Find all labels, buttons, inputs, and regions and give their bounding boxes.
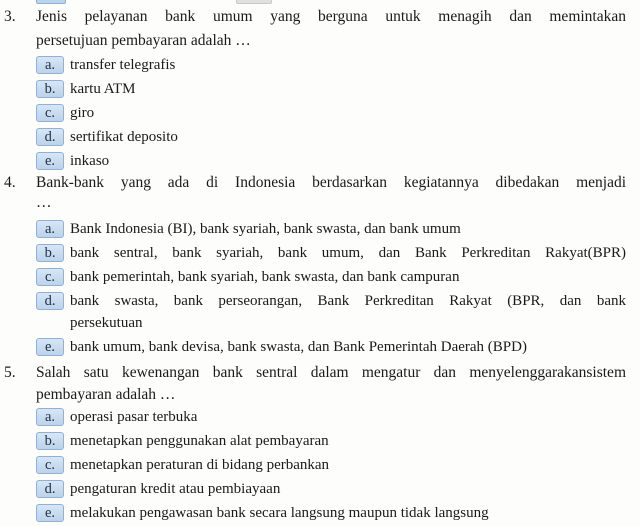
- option-text: transfer telegrafis: [70, 57, 176, 73]
- option-text: Bank Indonesia (BI), bank syariah, bank swasta, dan bank umum: [70, 221, 461, 237]
- question-number: 5.: [4, 364, 16, 381]
- option-text: bank umum, bank devisa, bank swasta, dan Bank Pemerintah Daerah (BPD): [70, 339, 527, 355]
- option-text-continuation: persekutuan: [70, 315, 143, 331]
- option-text: bank pemerintah, bank syariah, bank swasta, dan bank campuran: [70, 269, 460, 285]
- question-text-line: …: [36, 194, 52, 211]
- question-text-line: pembayaran adalah …: [36, 386, 176, 403]
- option-letter-badge: b.: [36, 432, 64, 450]
- option-text: pengaturan kredit atau pembiayaan: [70, 481, 281, 497]
- question-number: 4.: [4, 174, 16, 191]
- question-text-line: persetujuan pembayaran adalah …: [36, 32, 251, 49]
- option-letter-badge: d.: [36, 292, 64, 310]
- option-letter-badge: c.: [36, 104, 64, 122]
- option-text: menetapkan penggunakan alat pembayaran: [70, 433, 329, 449]
- question-text-line: Jenis pelayanan bank umum yang berguna untuk menagih dan memintakan: [36, 8, 626, 25]
- question-text-line: Bank-bank yang ada di Indonesia berdasarkan kegiatannya dibedakan menjadi: [36, 174, 626, 191]
- cut-text-fragment: [236, 0, 272, 4]
- option-letter-badge: e.: [36, 338, 64, 356]
- option-text: melakukan pengawasan bank secara langsung maupun tidak langsung: [70, 505, 489, 521]
- option-text: bank sentral, bank syariah, bank umum, dan Bank Perkreditan Rakyat(BPR): [70, 245, 626, 261]
- option-letter-badge: b.: [36, 244, 64, 262]
- option-text: bank swasta, bank perseorangan, Bank Perkreditan Rakyat (BPR, dan bank: [70, 293, 626, 309]
- option-text: sertifikat deposito: [70, 129, 178, 145]
- option-text: inkaso: [70, 153, 110, 169]
- option-letter-badge: e.: [36, 152, 64, 170]
- question-number: 3.: [4, 8, 16, 25]
- option-text: kartu ATM: [70, 81, 136, 97]
- option-letter-badge: a.: [36, 408, 64, 426]
- option-letter-badge: e.: [36, 504, 64, 522]
- option-text: operasi pasar terbuka: [70, 409, 198, 425]
- option-letter-badge: c.: [36, 268, 64, 286]
- option-text: menetapkan peraturan di bidang perbankan: [70, 457, 330, 473]
- option-letter-badge: d.: [36, 128, 64, 146]
- option-letter-badge: c.: [36, 456, 64, 474]
- option-letter-badge: a.: [36, 220, 64, 238]
- previous-content-cutoff: [0, 0, 640, 4]
- option-letter-badge: b.: [36, 80, 64, 98]
- option-letter-badge: d.: [36, 480, 64, 498]
- cut-option-badge: [36, 0, 66, 4]
- option-text: giro: [70, 105, 95, 121]
- question-text-line: Salah satu kewenangan bank sentral dalam mengatur dan menyelenggarakansistem: [36, 364, 626, 381]
- option-letter-badge: a.: [36, 56, 64, 74]
